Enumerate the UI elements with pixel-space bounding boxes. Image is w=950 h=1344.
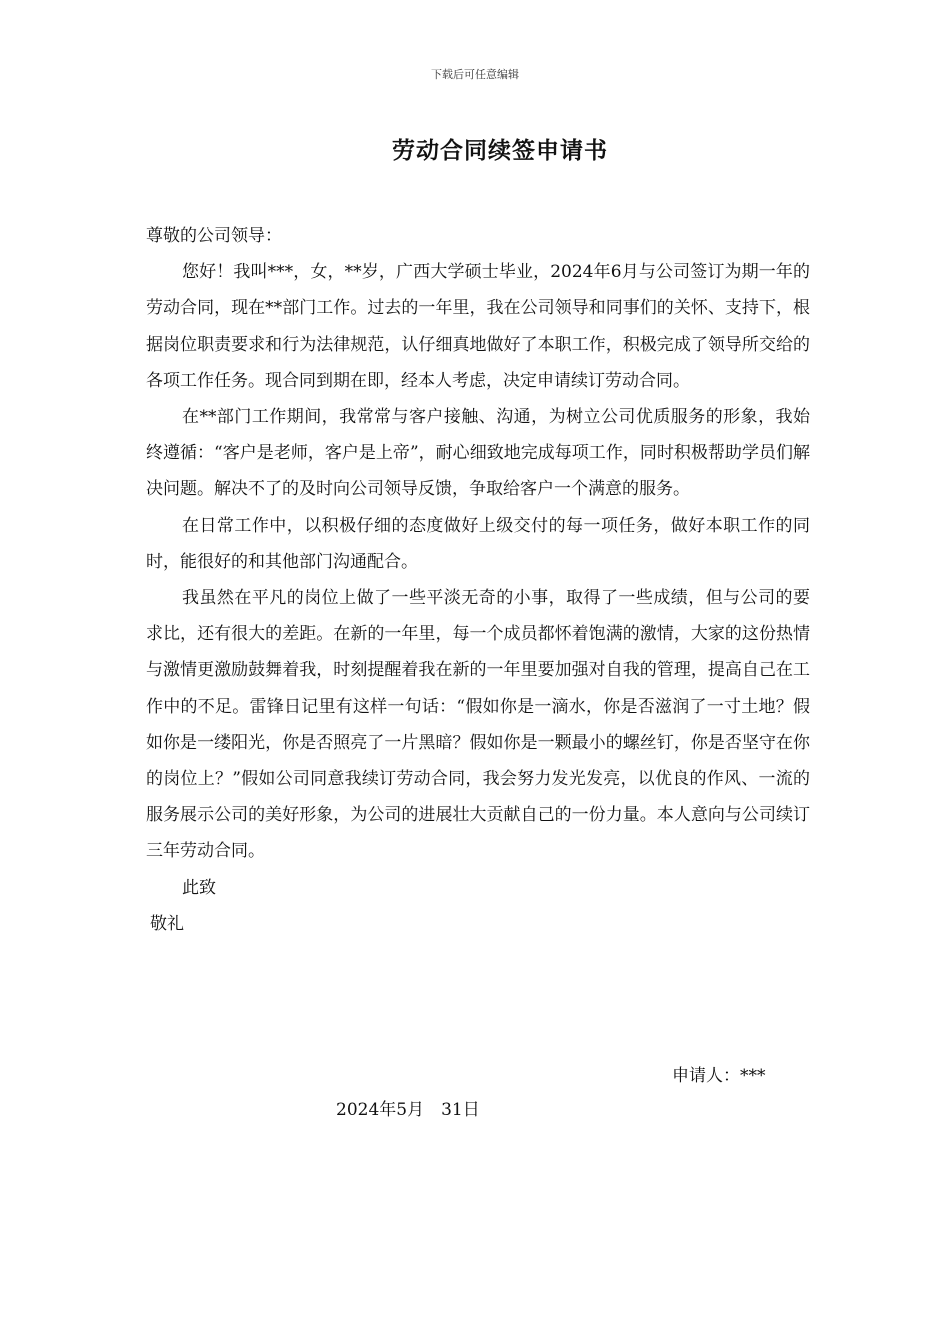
salutation: 尊敬的公司领导： — [146, 226, 282, 246]
document-title: 劳动合同续签申请书 — [392, 138, 608, 164]
closing-cizhi: 此致 — [182, 877, 216, 898]
letter-body — [146, 218, 810, 942]
header-note: 下载后可任意编辑 — [431, 68, 519, 81]
signer-line: 申请人：*** — [672, 1066, 766, 1086]
paragraph-daily-work: 在日常工作中，以积极仔细的态度做好上级交付的每一项任务，做好本职工作的同时，能很好的和其他部门沟通配合。 — [146, 515, 810, 572]
paragraph-outlook: 我虽然在平凡的岗位上做了一些平淡无奇的小事，取得了一些成绩，但与公司的要求比，还有很大的差距。在新的一年里，每一个成员都怀着饱满的激情，大家的这份热情与激情更激励鼓舞着我，时刻提醒着我在新的一年里要加强对自我的管理，提高自己在工作中的不足。雷锋日记里有这样一句话：“假如你是一滴水，你是否滋润了一寸土地？假如你是一缕阳光，你是否照亮了一片黑暗？假如你是一颗最小的螺丝钉，你是否坚守在你的岗位上？”假如公司同意我续订劳动合同，我会努力发光发亮，以优良的作风、一流的服务展示公司的美好形象，为公司的进展壮大贡献自己的一份力量。本人意向与公司续订三年劳动合同。 — [146, 588, 810, 862]
paragraph-intro: 您好！我叫***，女，**岁，广西大学硕士毕业，2024年6月与公司签订为期一年的劳动合同，现在**部门工作。过去的一年里，我在公司领导和同事们的关怀、支持下，根据岗位职责要求和行为法律规范，认仔细真地做好了本职工作，积极完成了领导所交给的各项工作任务。现合同到期在即，经本人考虑，决定申请续订劳动合同。 — [146, 262, 810, 391]
paragraph-customer-service: 在**部门工作期间，我常常与客户接触、沟通，为树立公司优质服务的形象，我始终遵循：“客户是老师，客户是上帝”，耐心细致地完成每项工作，同时积极帮助学员们解决问题。解决不了的及时向公司领导反馈，争取给客户一个满意的服务。 — [146, 407, 810, 500]
closing-jingli: 敬礼 — [150, 913, 184, 934]
date-line: 2024年5月 31日 — [336, 1100, 480, 1120]
